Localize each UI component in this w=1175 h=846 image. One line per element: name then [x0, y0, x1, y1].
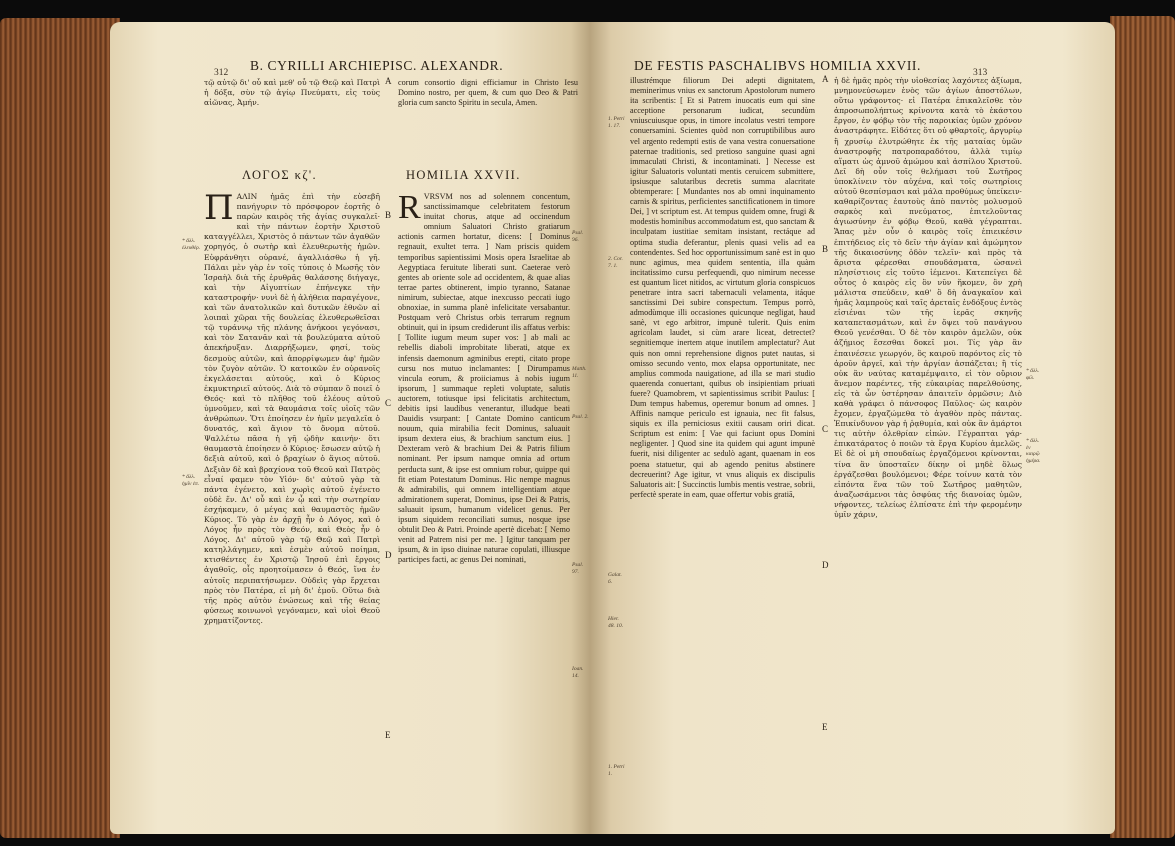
- page-number-right: 313: [973, 68, 988, 78]
- section-letter-d-left: D: [385, 550, 392, 560]
- margin-note-right-5: Galat. 6.: [608, 572, 622, 585]
- margin-note-left-2: * ἄλλ. ἡμῖν ἐπ.: [182, 474, 200, 487]
- section-letter-e-right: E: [822, 722, 828, 732]
- latin-column-left: [398, 192, 570, 824]
- margin-note-right-3: * ἄλλ. φίλ.: [1026, 368, 1040, 381]
- left-page-edges: [0, 18, 120, 838]
- latin-body-left: VRSVM nos ad solennem concentum, sanctissimamque celebritatem festorum inuitat chorus, atque ad occinendum omnium Saluatori Christo gratiarum actionis carmen hortatur, dicens: [ Dominus regnauit, exultet terra. ] Nam priscis quidem temporibus sapientissimi Mosis opera Israelitae ab Aegyptiaca feruitute liberati sunt. Caeterae verò gentes ab oriente sole ad occidentem, & quae alias terrae partes obtinerent, impio tyranno, Satanae nimirum, subiectae, atque inexcusso peccati iugo obnoxiae, in summa planè infelicitate versabantur. Postquam verò Christus orbis terrarum regnum obtinuit, qui in ipsum crediderunt ilis affatus verbis: [ Tollite iugum meum super vos: ] ab mali ac rebellis diaboli improbitate liberati, atque ex infensis daemonum agminibus erepti, citato prope cursu nos mutuo inclamantes: [ Dirumpamus vincula eorum, & proiiciamus à nobis iugum ipsorum, ] summaque repleti voluptate, salutis auctorem, totiusque ipsi felicitatis architectum, debitis ipsi laudibus venerantur, illudque beati Dauidis vsurpant: [ Cantate Domino canticum nouum, quia mirabilia fecit Dominus, saluauit ipsum dextera eius, & brachium sanctum eius. ] Dexteram verò & brachium Dei & Patris filium nominant. Per ipsum namque omnia ad ortum perducta sunt, & ipse est omnium robur, quippe qui fit etiam Potestatum Dominus. Hic nempe magnus & admirabilis, qui omnem intelligentiam atque admirationem superat, Dominus, ipse Dei & Patris, saluauit ipsum, humanum videlicet genus. Per ipsum siquidem reconciliati sumus, nosque ipse obtulit Deo & Patri. Proinde apertè dicebat: [ Nemo venit ad Patrem nisi per me. ] Igitur tanquam per ipsum, & in ipso diuinae naturae copulati, illiusque participes facti, ac genus Dei nominati,: [398, 192, 570, 565]
- running-head-right: DE FESTIS PASCHALIBVS HOMILIA XXVII.: [634, 58, 921, 73]
- margin-note-right-4: * ἄλλ. ἐν καιρῷ ἡμέρα.: [1026, 438, 1041, 464]
- margin-note-right-2: 2. Cor. 7. 1.: [608, 256, 623, 269]
- left-page: [110, 22, 590, 834]
- section-letter-d-right: D: [822, 560, 829, 570]
- latin-drop-capital: R: [398, 192, 421, 226]
- latin-column-right: illustrémque filiorum Dei adepti dignitatem, meminerimus vnius ex sanctorum Apostolorum numero ita scribentis: [ Et si Patrem inuocatis eum qui sine acceptione personarum iudicat, secundùm vniuscuiusque opus, in timore incolatus vestri tempore conuersamini. Scientes quòd non corruptibilibus auro vel argento redempti estis de vana vestra conuersatione paternae traditionis, sed pretioso sanguine quasi agni immaculati Christi, & incontaminati. ] Necesse est igitur Saluatoris voluntati mentis ceruicem submittere, ipsiusque salutaribus decretis summa alacritate obtemperare: [ Mundantes nos ab omni inquinamento carnis & spiritus, perficientes sanctificationem in timore Dei, ] vt scriptum est. At tempus quidem omne, frugi & modestis hominibus accommodatum est, quo sanctam & inculpatam iustitiae semitam insistant, rectáque ad optima studia deferantur, plenis quasi velis ad ea contendentes. Sed hoc opportunissimum sanè est in quo nunc agimus, mea quidem sententia, illa quàm incitatissimo cursu perfequendi, quo nimirum necesse est quantum licet nitidos, ac virtutum gloria conspicuos penetrare intra sacri tabernaculi velamenta, itáque sanctissimi Dei subire conspectum. Tempus porrò, admodùmque illi occasiones quicunque negligat, haud sanè, vt ego arbitror, impunè tulerit. Quis enim agricolam laudet, si cùm arare liceat, detrectet? segnitiemque inertem atque inutilem amplectatur? Aut quis non omni reprehensione dignos putet nautas, si omisso secundo vento, mox elapsa opportunitate, nec amplius commoda nauigatione, ad illa se mari studio quaerenda conuertant, quibus ob insipientiam priuati fuere? Quamobrem, vt sapientissimus scribit Paulus: [ Dum tempus habemus, operemur bonum ad omnes. ] Affinis namque periculo est ignauia, nec fit falsus, siquis ex illa perniciosus exitii causam oriri dicat. Scriptum est enim: [ Vae qui faciunt opus Domini negligenter. ] Quod sine ita quidem qui agunt impunè fuerit, nisi diligenter ac sedulò agant, quaenam in eos poena statuetur, qui ab agendo penitus abstinere decreuerint? Age igitur, vt vnus aliquis ex discipulis Saluatoris ait: [ Succinctis lumbis mentis vestrae, sobrii, perfectè sperate in eam, quae offertur vobis gratiā,: [630, 76, 815, 499]
- section-letter-b-right: B: [822, 244, 829, 254]
- section-letter-b-left: B: [385, 210, 392, 220]
- margin-note-left-6: Psal. 97.: [572, 562, 584, 575]
- margin-note-right-1: 1. Petri 1. 17.: [608, 116, 625, 129]
- latin-homily-title: HOMILIA XXVII.: [406, 168, 521, 182]
- greek-column-right: ἡ δὲ ἡμᾶς πρὸς τὴν υἱοθεσίας λαχόντες ἀξίωμα, μνημονεύσωμεν ἑνὸς τῶν ἁγίων ἀποστόλων, οὕτω γράφοντος· εἰ Πατέρα ἐπικαλεῖσθε τὸν ἀπροσωπολήπτως κρίνοντα κατὰ τὸ ἑκάστου ἔργον, ἐν φόβῳ τὸν τῆς παροικίας ὑμῶν χρόνον ἀναστράφητε. Εἰδότες ὅτι οὐ φθαρτοῖς, ἀργυρίῳ ἢ χρυσίῳ ἐλυτρώθητε ἐκ τῆς ματαίας ὑμῶν ἀναστροφῆς πατροπαραδότου, ἀλλὰ τιμίῳ αἵματι ὡς ἀμνοῦ ἀμώμου καὶ ἀσπίλου Χριστοῦ. Δεῖ δὴ οὖν τοῖς θελήμασι τοῦ Σωτῆρος ὑποκλίνειν τὸν αὐχένα, καὶ τοῖς σωτηρίοις αὐτοῦ θεσπίσμασι καὶ μάλα προθύμως ὑπείκειν· καθαρίζοντας ἑαυτοὺς ἀπὸ παντὸς μολυσμοῦ σαρκὸς καὶ πνεύματος, ἐπιτελοῦντας ἁγιωσύνην ἐν φόβῳ Θεοῦ, καθὰ γέγραπται. Ἅπας μὲν οὖν ὁ καιρὸς τοῖς ἐπιεικέσιν ἐπιτήδειος εἰς τὸ δεῖν τὴν ἁγίαν καὶ ἀμώμητον τῆς δικαιοσύνης ὁδὸν τελεῖν· καὶ πρὸς τὰ ἄριστα φέρεσθαι σπουδάσματα, ὡσανεὶ πλησίστιοις εἰς τοῦτο ἱέμενοι. Κατεπείγει δὲ οὗτος ὁ καιρὸς εἰς ὃν νῦν ἥκομεν, ὃν χρὴ μάλιστα σπεύδειν, καθ' ὃ δὴ ἀναγκαῖον καὶ ἡμᾶς λαμπροὺς καὶ ταῖς ἀρεταῖς ἐνδόξους ἐντὸς εἰσιέναι τῶν τῆς ἱερᾶς σκηνῆς καταπετασμάτων, καὶ ἐν ὄψει τοῦ πανάγνου Θεοῦ γενέσθαι. Ὁ δὲ τὸν καιρὸν ἀμελῶν, οὐκ ἀζήμιος ἔσεσθαι δοκεῖ μοι. Τίς γὰρ ἂν ἐπαινέσειε γεωργόν, ὃς καιροῦ παρόντος εἰς τὸ ἀροῦν ἀργεῖ, καὶ τὴν ἀργίαν ἀσπάζεται; ἢ τίς οὐκ ἂν ναύτας καταμέμψαιτο, εἰ τὸν οὔριον ἄνεμον παρέντες, τῆς εὐκαιρίας παρελθούσης, εἰς τὰ ὧν ὑστέρησαν ἀπαιτεῖν ὁρμῶσιν; Διὸ καθὰ γράφει ὁ πάνσοφος Παῦλος· ὡς καιρὸν ἔχομεν, ἐργαζώμεθα τὸ ἀγαθὸν πρὸς πάντας. Ἐπικίνδυνον γὰρ ἡ ῥᾳθυμία, καὶ οὐκ ἂν ἁμάρτοι τις αὐτὴν ὀλεθρίαν εἰπών. Γέγραπται γάρ· ἐπικατάρατος ὁ ποιῶν τὰ ἔργα Κυρίου ἀμελῶς. Εἰ δὲ οἱ μὴ σπουδαίως ἐργαζόμενοι κρίνονται, τίνα ἂν ὑποσταῖεν δίκην οἱ μηδὲ ὅλως ἐργάζεσθαι βουλόμενοι; Φέρε τοίνυν κατὰ τὸν εἰπόντα ἕνα τῶν τοῦ Σωτῆρος μαθητῶν, ἀναζωσάμενοι τὰς ὀσφύας τῆς διανοίας ὑμῶν, νήφοντες, τελείως ἐλπίσατε ἐπὶ τὴν φερομένην ὑμῖν χάριν,: [834, 76, 1022, 520]
- margin-note-left-5: Psal. 2.: [572, 414, 589, 420]
- latin-top-text: corum consortio digni efficiamur in Christo Iesu Domino nostro, per quem, & cum quo Deo & Patri gloria cum sancto Spiritu in secula, Amen.: [398, 78, 578, 108]
- greek-column-left: [204, 192, 380, 824]
- greek-body-left: ΑΛΙΝ ἡμᾶς ἐπὶ τὴν εὐσεβῆ πανήγυριν τὸ πρόσφορον ἐορτῆς ὁ παρὼν καιρὸς τῆς ἁγίας συγκαλεῖ· καὶ τὴν πάντων ἑορτὴν Χριστοῦ καταγγέλλει, Χριστὸς ὁ πάντων τῶν ἀγαθῶν χορηγός, ὁ σωτὴρ καὶ ἐλευθερωτὴς ἡμῶν. Εὐφράνθητι οὐρανέ, ἀγαλλιάσθω ἡ γῆ. Πάλαι μὲν γὰρ ἐν τοῖς τύποις ὁ Μωσῆς τὸν Ἰσραὴλ διὰ τῆς ἐρυθρᾶς θαλάσσης διήγαγε, καὶ τὴν Αἰγυπτίων ἐπήνεγκε τὴν καταστροφήν· νυνὶ δὲ ἡ ἀλήθεια παραγέγονε, καὶ τῶν ἀνατολικῶν καὶ δυτικῶν ἐθνῶν αἱ λοιπαὶ χῶραι τῆς δουλείας ἐλευθερωθεῖσαι τῷ τυράννῳ τῆς πλάνης ἀνήκοοι γεγόνασι, καὶ τὸν Σατανᾶν καὶ τὰ βουλεύματα αὐτοῦ ἀπεκήρυξαν. Διαρρήξωμεν, φησί, τοὺς δεσμοὺς αὐτῶν, καὶ ἀπορρίψωμεν ἀφ' ἡμῶν τὸν ζυγὸν αὐτῶν. Ὁ κατοικῶν ἐν οὐρανοῖς ἐκγελάσεται αὐτούς, καὶ ὁ Κύριος ἐκμυκτηριεῖ αὐτούς. Διὰ τὸ σύμπαν ὃ ποιεῖ ὁ Θεός· καὶ τὸ πλῆθος τοῦ ἐλέους αὐτοῦ ὑμνοῦμεν, καὶ τὰ θαυμάσια τοῖς υἱοῖς τῶν ἀνθρώπων. Ὅτι ἐποίησεν ἐν ἡμῖν μεγαλεῖα ὁ δυνατός, καὶ ἅγιον τὸ ὄνομα αὐτοῦ. Ψαλλέτω πᾶσα ἡ γῆ ᾠδὴν καινήν· ὅτι θαυμαστὰ ἐποίησεν ὁ Κύριος· ἔσωσεν αὐτῷ ἡ δεξιὰ αὐτοῦ, καὶ ὁ βραχίων ὁ ἅγιος αὐτοῦ. Δεξιὰν δὲ καὶ βραχίονα τοῦ Θεοῦ καὶ Πατρὸς εἶναί φαμεν τὸν Υἱόν· δι' αὐτοῦ γὰρ τὰ πάντα ἐγένετο, καὶ χωρὶς αὐτοῦ ἐγένετο οὐδὲ ἕν. Δι' οὗ καὶ ἐν ᾧ καὶ τὴν σωτηρίαν ἐσχήκαμεν, ὁ μέγας καὶ θαυμαστὸς ἡμῶν Κύριος. Τὸ γὰρ ἐν ἀρχῇ ἦν ὁ Λόγος, καὶ ὁ Λόγος ἦν πρὸς τὸν Θεόν, καὶ Θεὸς ἦν ὁ Λόγος. Δι' αὐτοῦ γὰρ τῷ Θεῷ καὶ Πατρὶ κατηλλάγημεν, καὶ ἐσμὲν αὐτοῦ ποίημα, κτισθέντες ἐν Χριστῷ Ἰησοῦ ἐπὶ ἔργοις ἀγαθοῖς, οἷς προητοίμασεν ὁ Θεός, ἵνα ἐν αὐτοῖς περιπατήσωμεν. Οὐδεὶς γὰρ ἔρχεται πρὸς τὸν Πατέρα, εἰ μὴ δι' ἐμοῦ. Οὕτω διὰ τῆς πρὸς αὐτὸν ἑνώσεως καὶ τῆς θείας φύσεως κοινωνοὶ γεγόναμεν, καὶ υἱοὶ Θεοῦ χρηματίζοντες.: [204, 192, 380, 625]
- margin-note-left-7: Ioan. 14.: [572, 666, 584, 679]
- margin-note-left-1: * ἄλλ. ἐλευθέρ.: [182, 238, 201, 251]
- section-letter-a-right: A: [822, 74, 829, 84]
- section-letter-e-left: E: [385, 730, 391, 740]
- section-letter-a-left: A: [385, 76, 392, 86]
- running-head-left: B. CYRILLI ARCHIEPISC. ALEXANDR.: [250, 58, 504, 73]
- greek-homily-title: ΛΟΓΟΣ κζ'.: [242, 168, 318, 182]
- greek-top-text: τῷ αὐτῷ δι' οὗ καὶ μεθ' οὗ τῷ Θεῷ καὶ Πατρὶ ἡ δόξα, σὺν τῷ ἁγίῳ Πνεύματι, εἰς τοὺς αἰῶνας, Ἀμήν.: [204, 78, 380, 108]
- margin-note-right-6: Hier. 48. 10.: [608, 616, 624, 629]
- page-number-left: 312: [214, 68, 229, 78]
- section-letter-c-right: C: [822, 424, 829, 434]
- margin-note-right-7: 1. Petri 1.: [608, 764, 625, 777]
- section-letter-c-left: C: [385, 398, 392, 408]
- margin-note-left-3: Psal. 96.: [572, 230, 584, 243]
- right-page-edges: [1110, 16, 1175, 838]
- greek-drop-capital: Π: [204, 192, 234, 228]
- right-page: [590, 22, 1115, 834]
- margin-note-left-4: Matth. 11.: [572, 366, 587, 379]
